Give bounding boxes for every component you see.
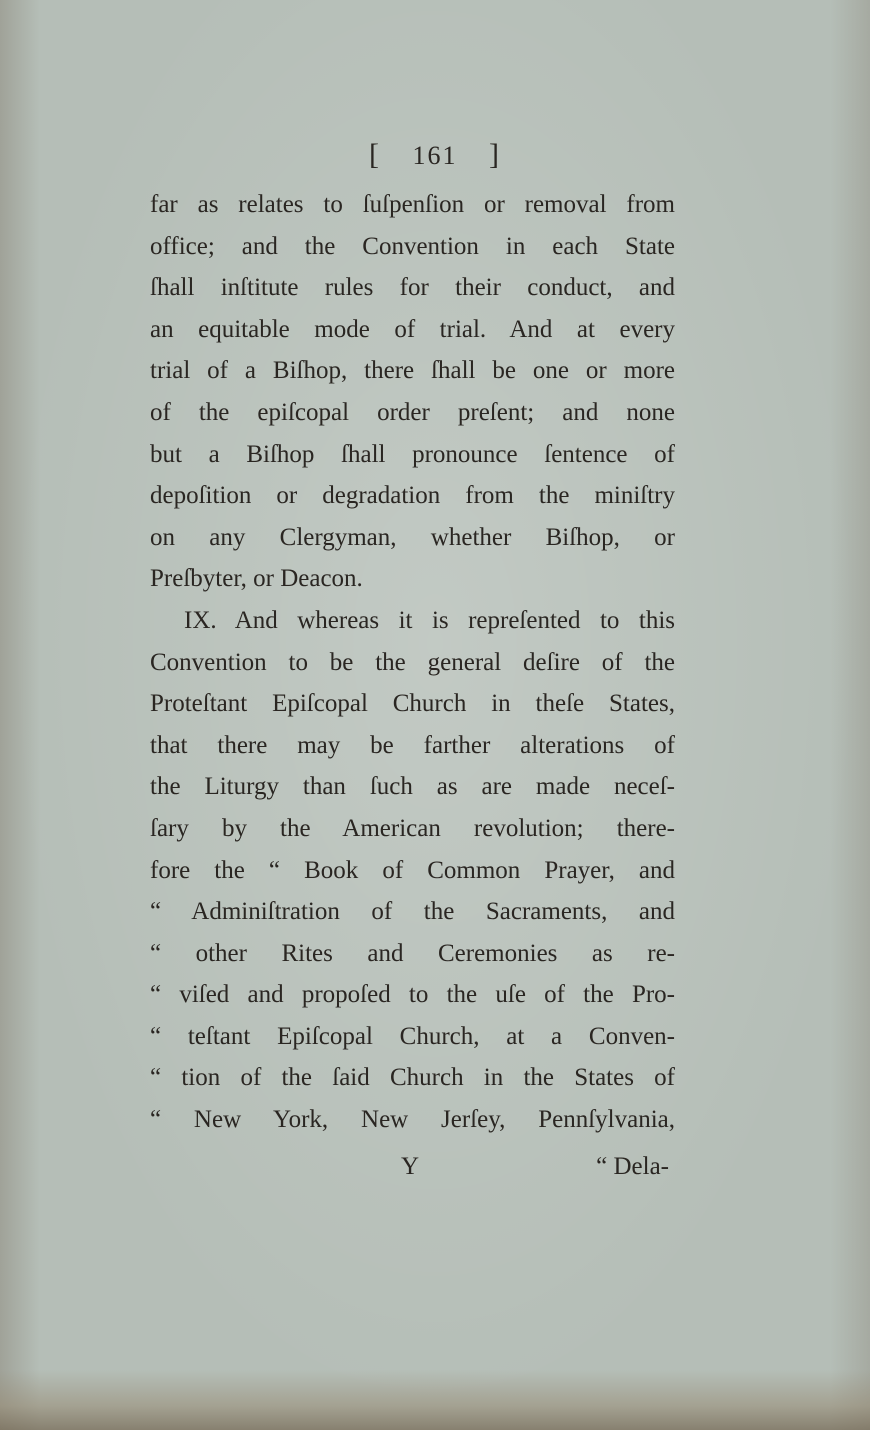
text-line: but a Biſhop ſhall pronounce ſentence of — [150, 440, 675, 468]
text-line: Proteſtant Epiſcopal Church in theſe States, — [150, 690, 675, 718]
text-line: “ New York, New Jerſey, Pennſylvania, — [150, 1106, 675, 1134]
text-line: that there may be farther alterations of — [150, 731, 675, 759]
section-ix-first-line: IX. And whereas it is repreſented to this — [184, 606, 675, 634]
catchword: “ Dela- — [596, 1153, 669, 1180]
text-line: ſhall inſtitute rules for their conduct, and — [150, 274, 675, 302]
close-bracket: ] — [489, 138, 501, 171]
body-text — [150, 184, 675, 1141]
text-line: far as relates to ſuſpenſion or removal from — [150, 191, 675, 218]
signature-mark: Y — [400, 1153, 420, 1180]
text-line: an equitable mode of trial. And at every — [150, 315, 675, 343]
text-line: “ teſtant Epiſcopal Church, at a Conven- — [150, 1022, 675, 1050]
text-line: “ Adminiſtration of the Sacraments, and — [150, 898, 675, 926]
text-line: office; and the Convention in each State — [150, 232, 675, 260]
text-line: trial of a Biſhop, there ſhall be one or more — [150, 357, 675, 385]
text-line: the Liturgy than ſuch as are made neceſ- — [150, 773, 675, 801]
page-number: 161 — [412, 141, 458, 170]
text-line: depoſition or degradation from the miniſtry — [150, 482, 675, 510]
open-bracket: [ — [369, 138, 381, 171]
catch-line — [150, 1147, 675, 1187]
text-line: “ viſed and propoſed to the uſe of the Pro- — [150, 981, 675, 1009]
text-line: “ other Rites and Ceremonies as re- — [150, 939, 675, 967]
text-line: on any Clergyman, whether Biſhop, or — [150, 523, 675, 551]
text-line: Convention to be the general deſire of the — [150, 648, 675, 676]
text-line: Preſbyter, or Deacon. — [150, 565, 363, 593]
running-head — [0, 138, 870, 172]
text-line: fore the “ Book of Common Prayer, and — [150, 856, 675, 884]
text-line: “ tion of the ſaid Church in the States of — [150, 1064, 675, 1092]
text-line: ſary by the American revolution; there- — [150, 814, 675, 842]
page-edge-shadow — [0, 1370, 870, 1430]
text-line: of the epiſcopal order preſent; and none — [150, 398, 675, 426]
